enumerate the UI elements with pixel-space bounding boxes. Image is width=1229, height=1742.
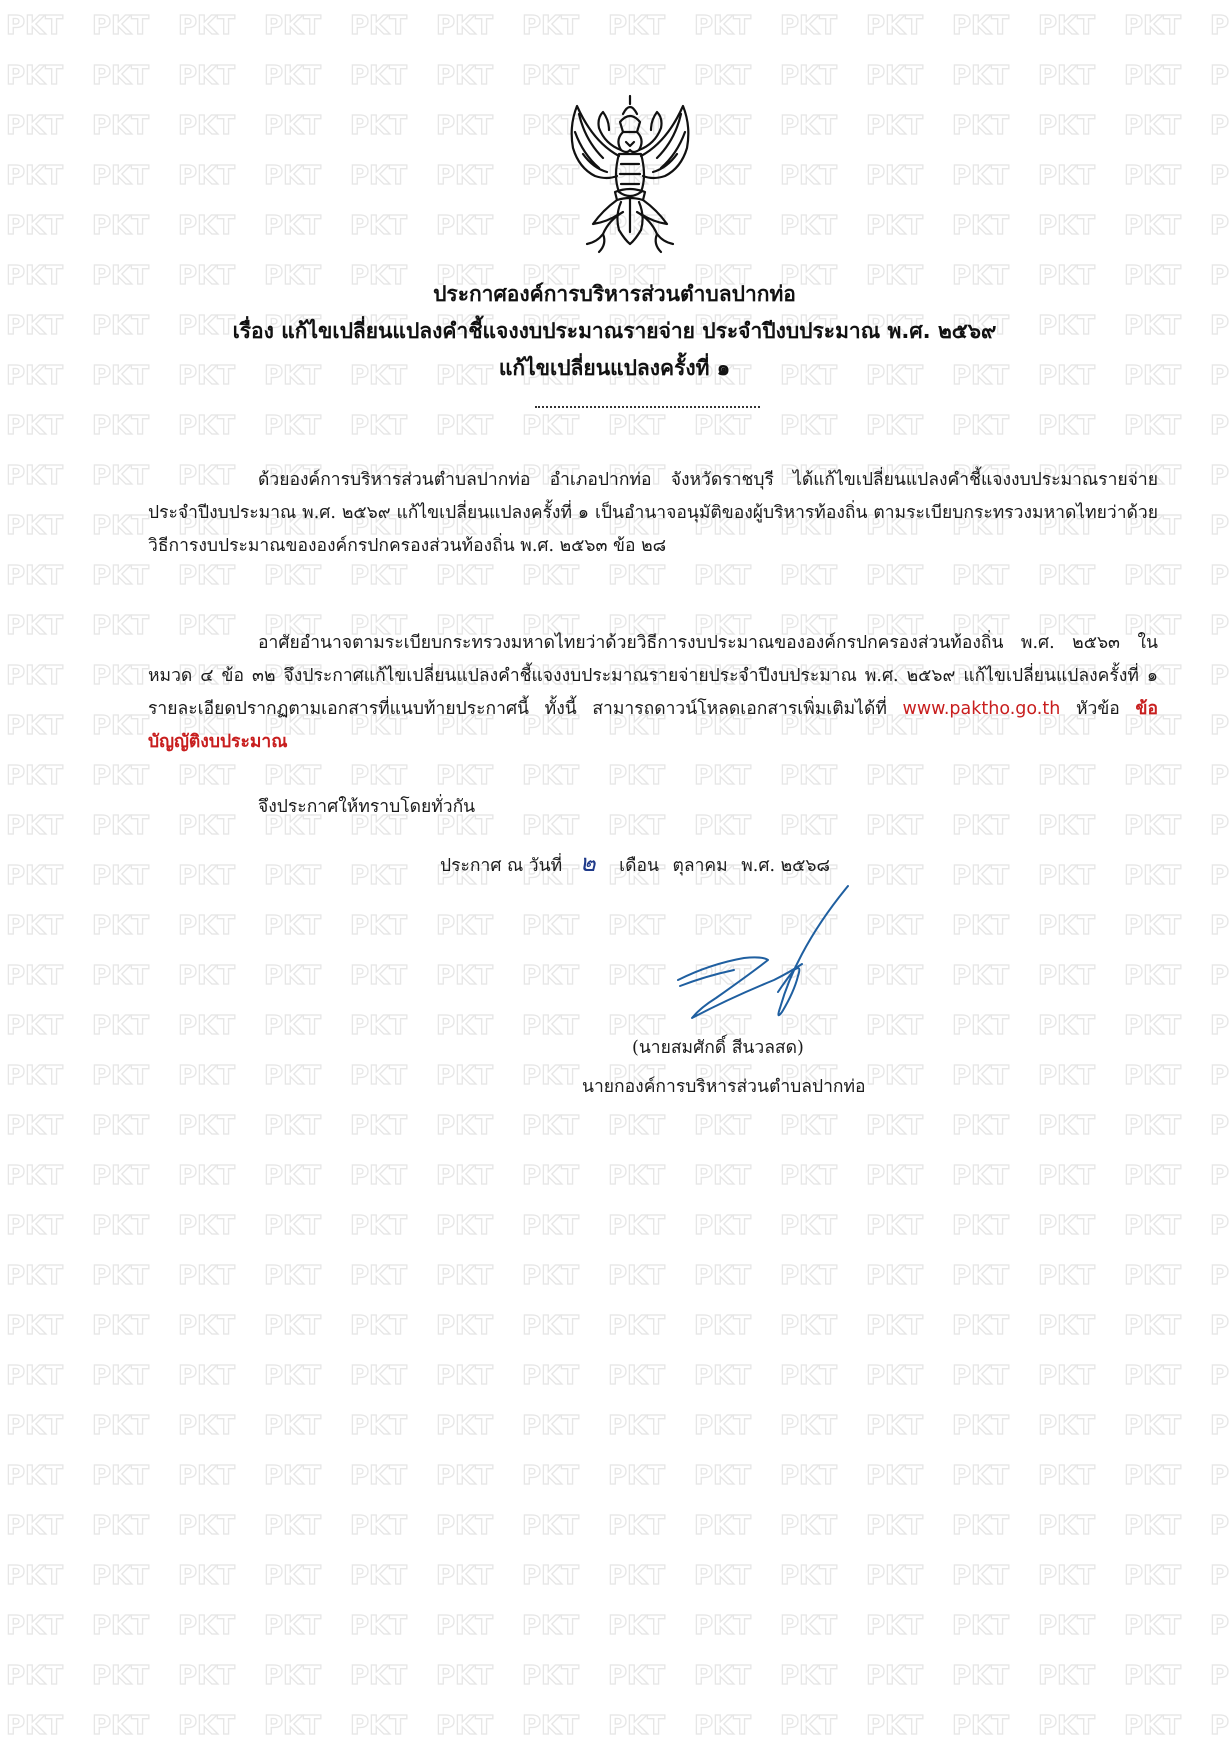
website-link[interactable]: www.paktho.go.th [902,699,1061,719]
signer-position: นายกองค์การบริหารส่วนตำบลปากท่อ [582,1077,866,1097]
dotted-divider [535,406,760,408]
month-label: เดือน [619,856,659,876]
month-value: ตุลาคม [672,856,728,876]
announcement-date [440,843,838,882]
signature [670,880,870,1030]
handwritten-day: ๒ [579,849,596,877]
paragraph-2-text: อาศัยอำนาจตามระเบียบกระทรวงมหาดไทยว่าด้วยวิธีการงบประมาณขององค์กรปกครองส่วนท้องถิ่น พ.ศ. ๒๕๖๓ ในหมวด ๔ ข้อ ๓๒ จึงประกาศแก้ไขเปลี่ยนแปลงคำชี้แจงงบประมาณรายจ่ายประจำปีงบประมาณ พ.ศ. ๒๕๖๙ แก้ไขเปลี่ยนแปลงครั้งที่ ๑ รายละเอียดปรากฏตามเอกสารที่แนบท้ายประกาศนี้ ทั้งนี้ สามารถดาวน์โหลดเอกสารเพิ่มเติมได้ที่ [148,633,1158,719]
signer-name: (นายสมศักดิ์ สีนวลสด) [632,1038,804,1058]
garuda-emblem [563,92,697,255]
topic-prefix: หัวข้อ [1075,699,1120,719]
body-paragraph-2 [148,627,1158,759]
date-prefix: ประกาศ ณ วันที่ [440,856,563,876]
closing-statement: จึงประกาศให้ทราบโดยทั่วกัน [258,797,476,817]
announcement-subject: เรื่อง แก้ไขเปลี่ยนแปลงคำชี้แจงงบประมาณรายจ่าย ประจำปีงบประมาณ พ.ศ. ๒๕๖๙ [232,319,997,343]
body-paragraph-1 [148,464,1158,563]
year-value: พ.ศ. ๒๕๖๘ [741,856,830,876]
announcement-title: ประกาศองค์การบริหารส่วนตำบลปากท่อ [433,282,796,306]
paragraph-1-text: ด้วยองค์การบริหารส่วนตำบลปากท่อ อำเภอปากท่อ จังหวัดราชบุรี ได้แก้ไขเปลี่ยนแปลงคำชี้แจงงบประมาณรายจ่าย ประจำปีงบประมาณ พ.ศ. ๒๕๖๙ แก้ไขเปลี่ยนแปลงครั้งที่ ๑ เป็นอำนาจอนุมัติของผู้บริหารท้องถิ่น ตามระเบียบกระทรวงมหาดไทยว่าด้วยวิธีการงบประมาณขององค์กรปกครองส่วนท้องถิ่น พ.ศ. ๒๕๖๓ ข้อ ๒๘ [148,470,1158,556]
revision-number: แก้ไขเปลี่ยนแปลงครั้งที่ ๑ [498,356,731,380]
budget-ordinance-link[interactable]: ข้อบัญญัติงบประมาณ [148,699,1158,752]
